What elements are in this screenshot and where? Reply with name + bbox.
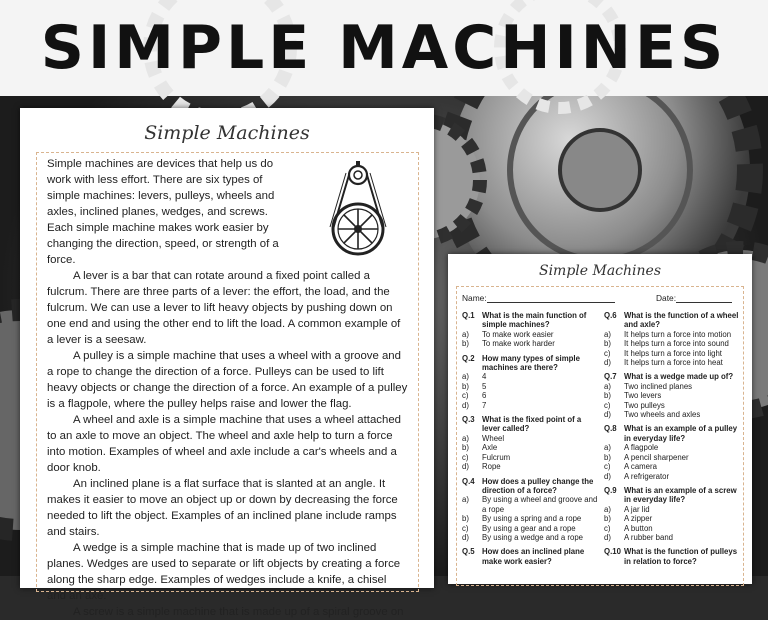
option-text: To make work harder — [482, 339, 555, 349]
passage-paragraph-wedge: A wedge is a simple machine that is made up of two inclined planes. Wedges are used to separate or lift objects by creating a force along the sharp edge. Examples of wedges include a knife, a chisel and an axe. — [47, 542, 401, 602]
question-q4 — [462, 477, 598, 543]
answer-option — [604, 401, 744, 410]
questions-left-column — [462, 311, 598, 571]
answer-option — [462, 391, 598, 400]
option-letter: d) — [604, 471, 611, 481]
quiz-sheet — [448, 254, 752, 584]
option-letter: b) — [604, 452, 611, 462]
date-label: Date: — [656, 293, 677, 303]
name-field — [462, 293, 615, 303]
option-letter: c) — [462, 452, 469, 462]
option-letter: b) — [462, 514, 469, 524]
name-underline — [487, 294, 615, 303]
option-text: A zipper — [624, 514, 653, 524]
question-text: What is the function of pulleys in relation to force? — [624, 547, 738, 566]
option-text: Two levers — [624, 391, 662, 401]
option-letter: b) — [462, 381, 469, 391]
question-row — [604, 486, 744, 505]
answer-option — [604, 339, 744, 348]
option-letter: d) — [604, 358, 611, 368]
option-letter: d) — [462, 462, 469, 472]
answer-option — [462, 434, 598, 443]
passage-paragraph-intro: Simple machines are devices that help us do work with less effort. There are six types of simple machines: levers, pulleys, wheels and axles, inclined planes, wedges, and screws. Each simple machine makes work easier by changing the direction, speed, or strength of a force. — [47, 158, 279, 266]
option-letter: d) — [604, 410, 611, 420]
option-text: It helps turn a force into heat — [624, 358, 723, 368]
question-number: Q.4 — [462, 476, 475, 486]
option-text: It helps turn a force into sound — [624, 339, 729, 349]
option-text: Two wheels and axles — [624, 410, 701, 420]
passage-paragraph-inclined-plane: An inclined plane is a flat surface that is slanted at an angle. It makes it easier to move an object up or down by decreasing the force needed to lift the object. Examples of an inclined plane include ramps and stairs. — [47, 478, 398, 538]
option-text: A flagpole — [624, 443, 659, 453]
answer-option — [462, 443, 598, 452]
option-text: 6 — [482, 391, 487, 401]
option-text: A camera — [624, 462, 657, 472]
option-letter: a) — [604, 443, 611, 453]
answer-option — [462, 514, 598, 523]
option-letter: b) — [462, 443, 469, 453]
answer-option — [462, 372, 598, 381]
passage-paragraph-wheel-axle: A wheel and axle is a simple machine that uses a wheel attached to an axle to move an object. The wheel and axle help to turn a force into motion. Examples of wheel and axle include a car's wheels and a door knob. — [47, 414, 401, 474]
option-letter: d) — [462, 400, 469, 410]
option-letter: c) — [604, 523, 611, 533]
answer-option — [604, 382, 744, 391]
question-text: What is the function of a wheel and axle? — [624, 311, 739, 330]
option-text: Rope — [482, 462, 501, 472]
option-text: A refrigerator — [624, 471, 670, 481]
question-number: Q.3 — [462, 415, 475, 425]
answer-option — [604, 533, 744, 542]
answer-option — [462, 339, 598, 348]
question-number: Q.2 — [462, 353, 475, 363]
option-text: To make work easier — [482, 329, 554, 339]
option-letter: c) — [604, 462, 611, 472]
answer-option — [604, 462, 744, 471]
option-text: By using a wheel and groove and a rope — [482, 495, 598, 514]
option-text: 7 — [482, 400, 487, 410]
option-letter: b) — [604, 339, 611, 349]
answer-option — [604, 524, 744, 533]
question-number: Q.7 — [604, 372, 617, 382]
option-text: It helps turn a force into light — [624, 348, 722, 358]
reading-passage-sheet — [20, 108, 434, 618]
option-text: Two inclined planes — [624, 381, 693, 391]
passage-box — [36, 152, 419, 618]
answer-option — [604, 453, 744, 462]
option-text: Fulcrum — [482, 452, 511, 462]
option-text: 5 — [482, 381, 487, 391]
question-row — [462, 415, 598, 434]
question-text: What is a wedge made up of? — [624, 372, 734, 382]
question-q6 — [604, 311, 744, 367]
question-text: What is an example of a screw in everyday life? — [624, 485, 737, 505]
question-row — [462, 547, 598, 566]
passage-title: Simple Machines — [144, 122, 310, 144]
question-number: Q.8 — [604, 424, 617, 434]
question-text: What is the fixed point of a lever called? — [482, 415, 582, 434]
option-letter: d) — [604, 532, 611, 542]
option-text: Axle — [482, 443, 498, 453]
option-letter: b) — [462, 339, 469, 349]
answer-option — [604, 443, 744, 452]
option-text: 4 — [482, 372, 487, 382]
passage-paragraph-screw: A screw is a simple machine that is made up of a spiral groove on — [73, 606, 404, 618]
question-q5 — [462, 547, 598, 566]
answer-option — [604, 505, 744, 514]
answer-option — [462, 462, 598, 471]
answer-option — [462, 524, 598, 533]
question-row — [604, 311, 744, 330]
question-q10 — [604, 547, 744, 566]
question-number: Q.5 — [462, 547, 475, 557]
question-q8 — [604, 424, 744, 480]
option-letter: d) — [462, 532, 469, 542]
answer-option — [462, 453, 598, 462]
question-q7 — [604, 372, 744, 419]
question-row — [604, 547, 744, 566]
option-letter: a) — [462, 433, 469, 443]
question-number: Q.10 — [604, 547, 621, 557]
option-letter: a) — [604, 329, 611, 339]
title-banner — [0, 0, 768, 96]
option-text: A jar lid — [624, 504, 650, 514]
answer-option — [462, 495, 598, 514]
quiz-box — [456, 286, 744, 586]
option-text: By using a gear and a rope — [482, 523, 576, 533]
option-letter: a) — [604, 381, 611, 391]
answer-option — [462, 330, 598, 339]
question-q1 — [462, 311, 598, 349]
questions-right-column — [604, 311, 744, 571]
quiz-title: Simple Machines — [538, 263, 662, 279]
option-text: A pencil sharpener — [624, 452, 689, 462]
option-letter: c) — [604, 348, 611, 358]
option-letter: a) — [462, 495, 469, 505]
question-row — [604, 372, 744, 381]
option-letter: a) — [462, 372, 469, 382]
answer-option — [604, 330, 744, 339]
question-row — [462, 311, 598, 330]
question-q9 — [604, 486, 744, 542]
question-text: How many types of simple machines are there? — [482, 353, 580, 373]
option-text: Wheel — [482, 433, 505, 443]
date-underline — [676, 294, 732, 303]
option-text: A rubber band — [624, 532, 673, 542]
passage-paragraph-pulley: A pulley is a simple machine that uses a wheel with a groove and a rope to change the direction of a force. Pulleys can be used to lift heavy objects or change the direction of a force. An example of a pulley is a flagpole, where the pulley helps raise and lower the flag. — [47, 350, 408, 410]
passage-paragraph-lever: A lever is a bar that can rotate around a fixed point called a fulcrum. There are three parts of a lever: the effort, the load, and the fulcrum. We can use a lever to lift heavy objects by pushing down on one end and using the other end to lift the load. A common example of a lever is a seesaw. — [47, 270, 401, 346]
option-text: By using a wedge and a rope — [482, 532, 583, 542]
question-q2 — [462, 354, 598, 410]
answer-option — [604, 410, 744, 419]
option-letter: b) — [604, 514, 611, 524]
option-letter: b) — [604, 391, 611, 401]
answer-option — [604, 514, 744, 523]
answer-option — [604, 472, 744, 481]
question-row — [462, 477, 598, 496]
date-field — [656, 293, 732, 303]
option-letter: c) — [604, 400, 611, 410]
answer-option — [462, 533, 598, 542]
option-letter: c) — [462, 523, 469, 533]
question-row — [462, 354, 598, 373]
name-label: Name: — [462, 293, 487, 303]
answer-option — [462, 401, 598, 410]
question-number: Q.9 — [604, 485, 617, 495]
question-text: How does an inclined plane make work easier? — [482, 547, 585, 566]
question-text: What is an example of a pulley in everyday life? — [624, 424, 738, 443]
option-letter: c) — [462, 391, 469, 401]
question-number: Q.1 — [462, 311, 475, 320]
option-text: Two pulleys — [624, 400, 665, 410]
option-text: A button — [624, 523, 653, 533]
question-text: What is the main function of simple machines? — [482, 311, 587, 330]
banner-title: SIMPLE MACHINES — [40, 13, 728, 83]
option-text: It helps turn a force into motion — [624, 329, 732, 339]
question-q3 — [462, 415, 598, 471]
option-letter: a) — [604, 504, 611, 514]
question-text: How does a pulley change the direction of a force? — [482, 476, 594, 495]
answer-option — [462, 382, 598, 391]
pulley-illustration — [322, 159, 394, 259]
option-text: By using a spring and a rope — [482, 514, 582, 524]
answer-option — [604, 358, 744, 367]
answer-option — [604, 349, 744, 358]
question-number: Q.6 — [604, 311, 617, 320]
option-letter: a) — [462, 329, 469, 339]
question-row — [604, 424, 744, 443]
answer-option — [604, 391, 744, 400]
